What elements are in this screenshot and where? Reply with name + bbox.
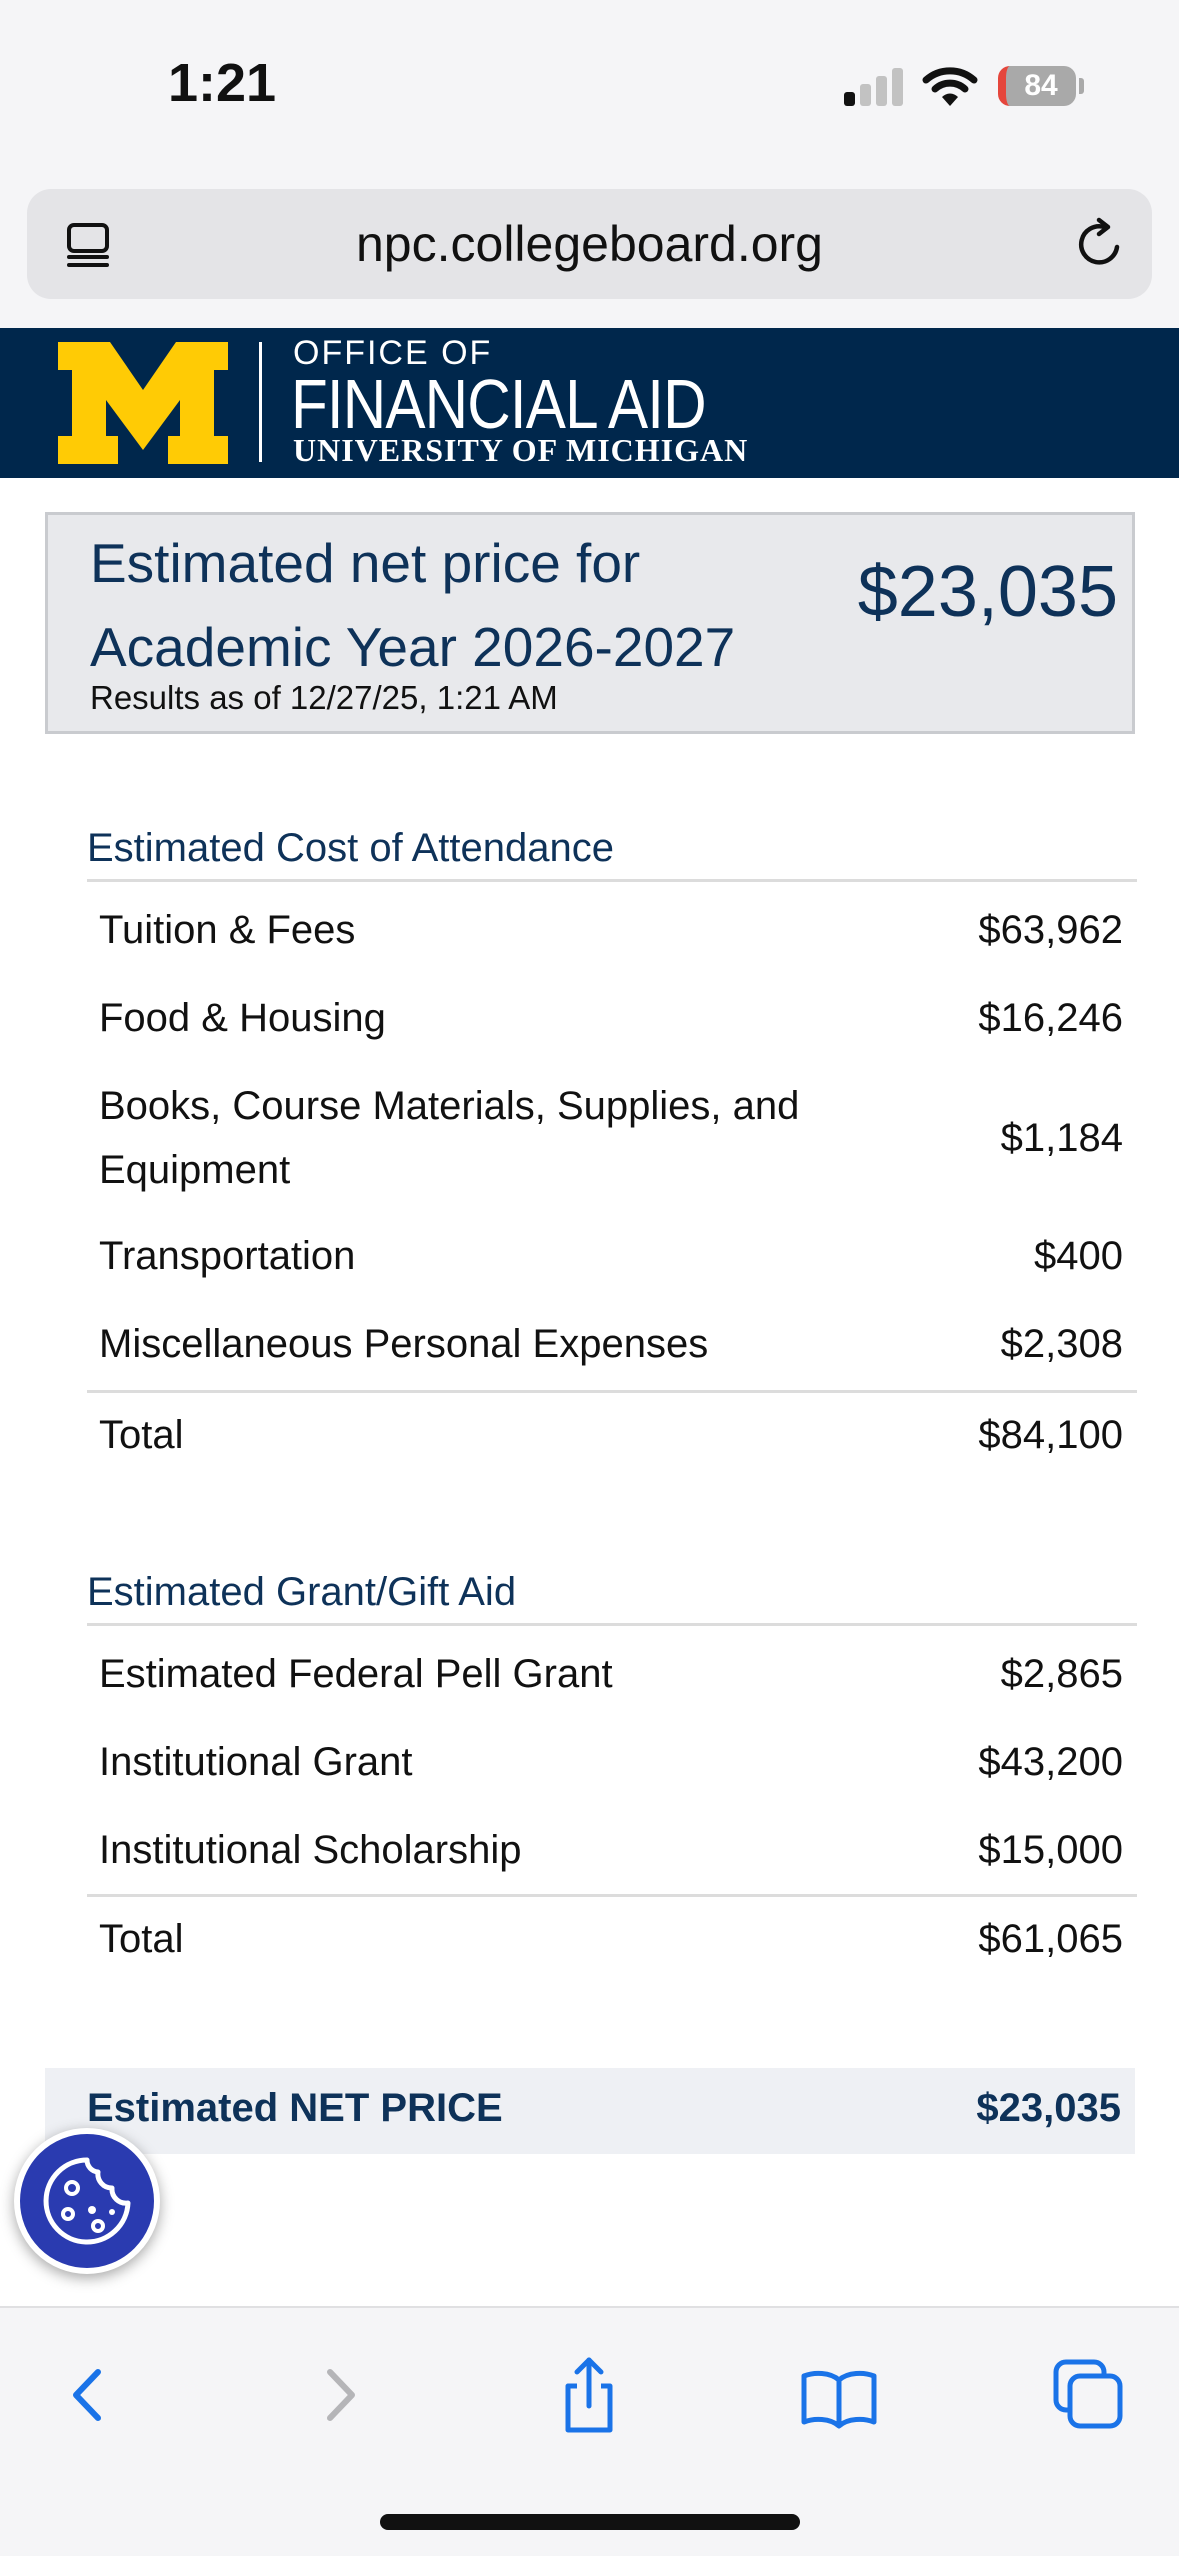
- bookmarks-icon[interactable]: [794, 2350, 884, 2440]
- cost-of-attendance-heading: Estimated Cost of Attendance: [87, 826, 1137, 882]
- cost-row-label: Books, Course Materials, Supplies, and Equipment: [99, 1084, 800, 1192]
- cost-row: [87, 1312, 1137, 1400]
- grant-aid-heading: Estimated Grant/Gift Aid: [87, 1570, 1137, 1626]
- cost-row: [87, 986, 1137, 1074]
- grant-row: [87, 1818, 1137, 1906]
- status-bar: [0, 0, 1179, 170]
- grant-row-label: Estimated Federal Pell Grant: [99, 1652, 613, 1696]
- financial-aid-text: FINANCIAL AID: [291, 365, 706, 443]
- back-icon[interactable]: [42, 2350, 132, 2440]
- cost-row-label: Transportation: [99, 1234, 356, 1278]
- results-date: Results as of 12/27/25, 1:21 AM: [90, 679, 558, 716]
- cost-row-amount: $16,246: [978, 996, 1123, 1040]
- home-indicator[interactable]: [380, 2514, 800, 2530]
- share-icon[interactable]: [544, 2350, 634, 2440]
- grant-row-label: Institutional Grant: [99, 1740, 413, 1784]
- status-time: 1:21: [168, 53, 277, 113]
- wifi-icon: [922, 64, 978, 108]
- net-price-row: [45, 2068, 1135, 2154]
- grant-row-amount: $2,865: [1000, 1652, 1123, 1696]
- cost-row-amount: $1,184: [1000, 1116, 1123, 1160]
- cookie-settings-button[interactable]: [14, 2128, 160, 2274]
- grant-row-amount: $43,200: [978, 1740, 1123, 1784]
- url-text[interactable]: npc.collegeboard.org: [356, 216, 823, 272]
- net-price-summary: [45, 512, 1135, 734]
- cost-row: [87, 1074, 1137, 1224]
- grant-row: [87, 1730, 1137, 1818]
- cellular-signal-icon: [844, 66, 906, 106]
- grant-row-amount: $15,000: [978, 1828, 1123, 1872]
- cost-total-amount: $84,100: [978, 1413, 1123, 1457]
- cost-row-amount: $400: [1034, 1234, 1123, 1278]
- grant-total-amount: $61,065: [978, 1917, 1123, 1961]
- cost-total-label: Total: [99, 1413, 184, 1457]
- cookie-icon: [40, 2154, 134, 2248]
- battery-level: 84: [1024, 69, 1058, 102]
- grant-row: [87, 1642, 1137, 1730]
- cost-row-label: Food & Housing: [99, 996, 386, 1040]
- cost-total-row: [87, 1390, 1137, 1480]
- reload-icon[interactable]: [1072, 217, 1126, 271]
- summary-title: Estimated net price for Academic Year 2026-2027: [90, 532, 736, 678]
- block-m-logo: [58, 342, 228, 464]
- financial-aid-banner[interactable]: [0, 328, 1179, 478]
- browser-address-bar: [0, 170, 1179, 328]
- cost-row-amount: $63,962: [978, 908, 1123, 952]
- net-price-amount: $23,035: [976, 2086, 1121, 2130]
- net-price-label: Estimated NET PRICE: [87, 2086, 503, 2130]
- cost-row: [87, 898, 1137, 986]
- cost-row-label: Miscellaneous Personal Expenses: [99, 1322, 709, 1366]
- tabs-icon[interactable]: [1044, 2350, 1134, 2440]
- grant-total-row: [87, 1894, 1137, 1984]
- cost-row-amount: $2,308: [1000, 1322, 1123, 1366]
- office-of-text: OFFICE OF: [293, 334, 493, 372]
- cost-row: [87, 1224, 1137, 1312]
- url-field[interactable]: [27, 189, 1152, 299]
- grant-total-label: Total: [99, 1917, 184, 1961]
- battery-icon: [998, 66, 1076, 106]
- cost-row-label: Tuition & Fees: [99, 908, 356, 952]
- university-name: UNIVERSITY OF MICHIGAN: [293, 432, 749, 468]
- battery-cap: [1079, 78, 1084, 94]
- forward-icon[interactable]: [296, 2350, 386, 2440]
- banner-divider: [259, 342, 262, 462]
- grant-row-label: Institutional Scholarship: [99, 1828, 522, 1872]
- summary-amount: $23,035: [857, 552, 1118, 632]
